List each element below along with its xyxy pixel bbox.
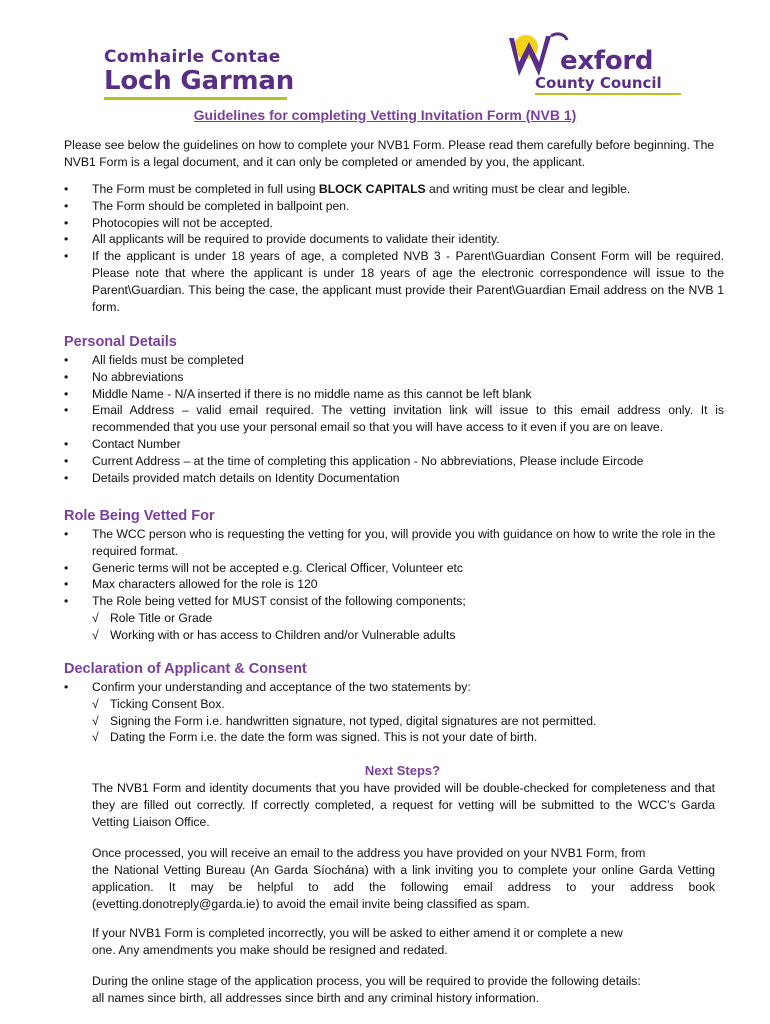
list-item: • Details provided match details on Identity Documentation bbox=[64, 470, 400, 485]
bullet: • bbox=[64, 182, 69, 196]
check-item: √ Dating the Form i.e. the date the form was signed. This is not your date of birth. bbox=[92, 730, 538, 745]
next-steps-paragraph-4: During the online stage of the application process, you will be required to provide the following details: all names since birth, all addresses since birth and any criminal history information. bbox=[92, 974, 641, 1005]
page-title: Guidelines for completing Vetting Invitation Form (NVB 1) bbox=[193, 107, 577, 123]
role-components-checklist bbox=[92, 610, 724, 644]
declaration-list bbox=[64, 679, 724, 746]
list-item: • All applicants will be required to provide documents to validate their identity. bbox=[64, 232, 500, 247]
bullet: • bbox=[64, 594, 69, 609]
bullet: • bbox=[64, 560, 69, 575]
logo-irish-line1: Comhairle Contae bbox=[104, 47, 281, 67]
next-steps-paragraph-3: If your NVB1 Form is completed incorrectly, you will be asked to either amend it or complete a new one. Any amendments you make should be resigned and redated. bbox=[92, 926, 623, 957]
bullet: • bbox=[64, 453, 69, 468]
general-guidelines-list bbox=[64, 181, 724, 315]
list-item: • Max characters allowed for the role is 120 bbox=[64, 577, 318, 592]
check-item: √ Ticking Consent Box. bbox=[92, 696, 225, 711]
list-item: • Middle Name - N/A inserted if there is no middle name as this cannot be left blank bbox=[64, 386, 532, 401]
list-item: • Email Address – valid email required. The vetting invitation link will issue to this email address only. It is recommended that you use your personal email so that you will have access to it even if you are on leave. bbox=[64, 403, 724, 435]
list-item: • The WCC person who is requesting the vetting for you, will provide you with guidance on how to write the role in the required format. bbox=[64, 527, 716, 558]
bullet: • bbox=[64, 403, 69, 418]
list-item: • All fields must be completed bbox=[64, 353, 244, 367]
logo-wexford-word: exford bbox=[560, 46, 654, 76]
bullet: • bbox=[64, 369, 69, 384]
list-item: • No abbreviations bbox=[64, 369, 184, 384]
list-item: • The Form should be completed in ballpoint pen. bbox=[64, 198, 350, 213]
list-item: • Contact Number bbox=[64, 436, 181, 451]
next-steps-paragraph-2: Once processed, you will receive an email to the address you have provided on your NVB1 Form, from the National Vetting Bureau (An Garda Síochána) with a link inviting you to complete your online Garda Vetting application. It may be helpful to add the following email address to your address book (evetting.donotreply@garda.ie) to avoid the email invite being classified as spam. bbox=[92, 846, 715, 911]
declaration-heading: Declaration of Applicant & Consent bbox=[64, 661, 307, 677]
bullet: • bbox=[64, 386, 69, 401]
logo-county-council: County Council bbox=[535, 74, 662, 92]
bullet: • bbox=[64, 470, 69, 485]
list-item: • If the applicant is under 18 years of age, a completed NVB 3 - Parent\Guardian Consent Form will be required. Please note that where the applicant is under 18 years of age the electronic correspondence will issue to the Parent\Guardian. This being the case, the applicant must provide their Parent\Guardian Email address on the NVB 1 form. bbox=[64, 249, 724, 314]
check-mark-icon: √ bbox=[92, 730, 99, 745]
bullet: • bbox=[64, 527, 69, 541]
list-item: • Current Address – at the time of completing this application - No abbreviations, Please include Eircode bbox=[64, 453, 644, 468]
logo-irish-line2: Loch Garman bbox=[104, 66, 295, 96]
bullet: • bbox=[64, 232, 69, 247]
intro-paragraph: Please see below the guidelines on how to complete your NVB1 Form. Please read them carefully before beginning. The NVB1 Form is a legal document, and it can only be completed or amended by you, the applicant. bbox=[64, 138, 715, 169]
next-steps-paragraph-1: The NVB1 Form and identity documents that you have provided will be double-checked for completeness and that they are filled out correctly. If correctly completed, a request for vetting will be submitted to the WCC’s Garda Vetting Liaison Office. bbox=[92, 781, 715, 829]
declaration-checklist bbox=[92, 696, 724, 746]
bullet: • bbox=[64, 436, 69, 451]
logo-green-rule bbox=[104, 97, 287, 100]
logo-green-underline bbox=[535, 93, 681, 95]
check-mark-icon: √ bbox=[92, 696, 99, 711]
list-item: • Photocopies will not be accepted. bbox=[64, 215, 273, 230]
list-item: • The Form must be completed in full using BLOCK CAPITALS and writing must be clear and legible. bbox=[64, 182, 631, 196]
check-item: √ Signing the Form i.e. handwritten signature, not typed, digital signatures are not permitted. bbox=[92, 713, 597, 728]
check-mark-icon: √ bbox=[92, 610, 99, 625]
bullet: • bbox=[64, 249, 69, 264]
bullet: • bbox=[64, 198, 69, 213]
bullet: • bbox=[64, 215, 69, 230]
next-steps-heading: Next Steps? bbox=[364, 763, 441, 778]
bullet: • bbox=[64, 680, 69, 694]
list-item: • The Role being vetted for MUST consist of the following components; √ Role Title or Grade √ Working with or has access to Children and/or Vulnerable adults bbox=[64, 593, 724, 643]
role-vetted-list bbox=[64, 526, 724, 644]
check-item: √ Role Title or Grade bbox=[92, 610, 213, 625]
bullet: • bbox=[64, 353, 69, 367]
wexford-county-council-logo bbox=[505, 32, 680, 97]
block-capitals-emphasis: BLOCK CAPITALS bbox=[318, 182, 426, 196]
list-item: • Confirm your understanding and acceptance of the two statements by: √ Ticking Consent Box. √ Signing the Form i.e. handwritten signature, not typed, digital signatures are not permitted. √ Dating the Form i.e. the date the form was signed. This is not your date of birth. bbox=[64, 679, 724, 746]
personal-details-heading: Personal Details bbox=[64, 334, 177, 350]
list-item: • Generic terms will not be accepted e.g. Clerical Officer, Volunteer etc bbox=[64, 560, 463, 575]
check-mark-icon: √ bbox=[92, 713, 99, 728]
role-vetted-heading: Role Being Vetted For bbox=[64, 508, 215, 524]
personal-details-list bbox=[64, 352, 724, 486]
check-item: √ Working with or has access to Children and/or Vulnerable adults bbox=[92, 627, 456, 642]
comhairle-contae-logo bbox=[104, 47, 294, 100]
bullet: • bbox=[64, 577, 69, 592]
check-mark-icon: √ bbox=[92, 627, 99, 642]
